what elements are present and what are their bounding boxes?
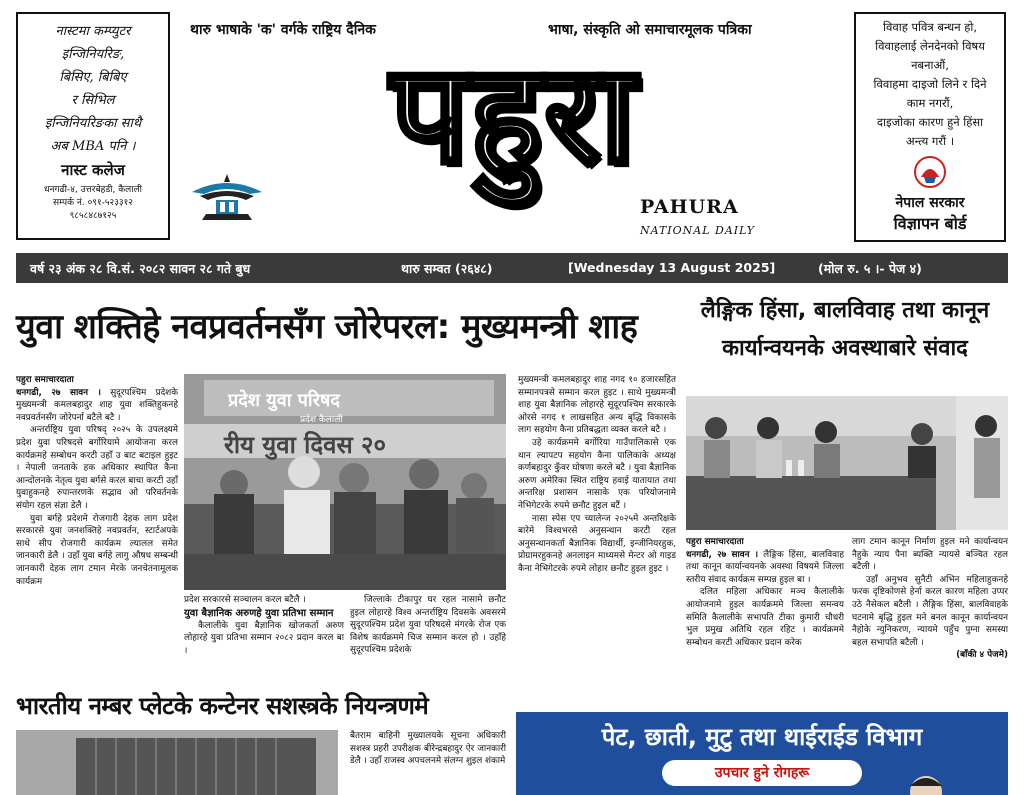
issue-date-bar [16, 253, 1008, 283]
logo-text: पहुरा [390, 36, 638, 194]
college-name: नास्ट कलेज [61, 161, 125, 179]
paragraph: जिल्लाके टीकापुर घर रहल नासामे छनौट हुइल लोहारहे विश्व अन्तर्राष्ट्रिय दिवसके अवसरमे सुदूरपश्चिम प्रदेश युवा परिषदसे मंगरके रोज एक विशेष कार्यक्रममे चिज सम्मान करल हो । उहाँहे सुदूरपश्चिम प्रदेशके [350, 595, 506, 656]
paragraph: नासा स्पेस एप च्यालेन्ज २०२५मे अन्तरिक्षके बारेमे विश्वभरसे अनुसन्धान करटी रहल अनुसन्धानकर्ता बैज्ञानिक विद्यार्थी, इन्जीनियरहुक, प्रोग्रामरहुकनहे अनलाइन माध्यमसे मेन्टर ओ गाइड कैना नेभिगेटरके रुपमे लोहार छनौट हुइल हुइट । [518, 513, 676, 574]
paragraph: लैङ्गिक हिंसा, बालविवाह तथा कानून कार्यान्वयनके अवस्था विषयमे जिल्ला स्तरीय संवाद कार्यक्रम सम्पन्न हुइल बा । [686, 549, 844, 585]
main-headline: युवा शक्तिहे नवप्रवर्तनसँग जोरेपरल: मुख्यमन्त्री शाह [16, 307, 638, 347]
byline: पहुरा समाचारदाता [686, 537, 744, 547]
government-label: नेपाल सरकार [895, 195, 965, 211]
photo-banner-sub: प्रदेश कैलाली [300, 415, 343, 425]
paragraph: लाग टमान कानून निर्माण हुइल मने कार्यान्वयन नैहुके न्याय पैना ब्यक्ति न्यायसे बञ्चित रहल बटैली । [852, 537, 1008, 573]
issue-info: वर्ष २३ अंक २८ वि.सं. २०८२ सावन २८ गते बुध [30, 261, 251, 276]
left-advertisement [16, 12, 170, 240]
price-page: (मोल रु. ५ ।- पेज ४) [818, 261, 922, 276]
side-article-column-1 [686, 536, 844, 708]
paragraph: कैलालीके युवा बैज्ञानिक खोजकर्ता अरुण लोहारहे युवा प्रतिभा सम्मान २०८२ प्रदान करल बा । [184, 620, 344, 656]
ad-banner-title: पेट, छाती, मुटु तथा थाईराईड विभाग [601, 723, 923, 751]
college-address: धनगढी-४, उत्तरबेहडी, कैलाली [43, 185, 143, 195]
second-article-column [350, 730, 506, 795]
ad-line: नास्टमा कम्प्युटर [55, 24, 131, 39]
ad-line: विवाहमा दाइजो लिने र दिने [873, 77, 987, 91]
college-contact: सम्पर्क नं. ०९१-५२३३१२ [53, 198, 133, 208]
hospital-department-ad [516, 712, 1008, 795]
ad-line: इन्जिनियरिङका साथै [44, 116, 142, 131]
paragraph: मुख्यमन्त्री कमलबहादुर शाह नगद १० हजारसहित सम्मानपत्रसे सम्मान करल हुइट । साथे मुख्यमन्त्री शाह युवा बैज्ञानिक लोहारहे सुदूरपश्चिम सरकारके ओरसे नगद १ लाखसहित अन्य बृद्धि विकासके लाग सहयोग कैना प्रतिबद्धता व्यक्त करले बटै । [518, 375, 676, 436]
tharu-samvat: थारु सम्वत (२६४८) [401, 261, 493, 276]
main-article-column-4 [518, 374, 676, 710]
dateline: धनगढी, २७ सावन । [686, 549, 759, 560]
ad-line: काम नगरौं, [906, 96, 954, 110]
ad-line: इन्जिनियरिङ, [61, 47, 125, 62]
subheadline: युवा बैज्ञानिक अरुणहे युवा प्रतिभा सम्मान [184, 607, 334, 619]
photo-illustration [686, 396, 1008, 530]
masthead-tagline-left: थारु भाषाके 'क' वर्गके राष्ट्रिय दैनिक [190, 22, 376, 38]
main-article-column-1 [16, 374, 178, 680]
dialogue-program-photo [686, 396, 1008, 530]
paragraph: उहे कार्यक्रममे बर्गोरिया गाउँपालिकासे एक थान ल्यापटप सहयोग कैना पालिकाके अध्यक्ष कर्णबहादुर कुँवर घोषणा करले बटै । युवा बैज्ञानिक अरुण अमेरिका स्थित राष्ट्रिय हवाई यातायात तथा अन्तरिक्ष प्रशासन नासाके एक परियोजनामे नेभिगेटरके रुपमे छनौट हुइल बटैं । [518, 437, 676, 511]
main-article-column-2 [184, 594, 344, 680]
masthead-subtitle: NATIONAL DAILY [640, 224, 756, 237]
paragraph: अन्तर्राष्ट्रिय युवा परिषद् २०२५ के उपलक्ष्यमे प्रदेश युवा परिषदसे बर्गोरियामे आयोजना करल कार्यक्रमहे सम्बोधन करटी उहाँ उ बाट बटाइल हुइट । नेपाली जनताके हक अधिकार स्थापित कैना आन्दोलनके नेतृत्व युवा बर्गसे करल बाचा करटी उहाँ युवाहुकनहे रुपान्तरणके सद्भाव ओ परिवर्तनके संयोग रहल संज्ञा डेलै । [16, 425, 178, 511]
ad-line: अब MBA पनि । [50, 139, 136, 154]
paragraph: युवा बर्गहे प्रदेशमे रोजगारी देहक लाग प्रदेश सरकारसे युवा जनशक्तिहे नवप्रवर्तन, स्टार्टअपके साथे सीप रोजगारी कार्यक्रम ल्यालल समेत जानकारी डेलै । उहाँ युवा बर्गहे लागु औषध सम्बन्धी जानकारी देहक लाग टमान मेरके जनचेतनामूलक कार्यक्रम [16, 513, 178, 587]
second-headline: भारतीय नम्बर प्लेटके कन्टेनर सशस्त्रके नियन्त्रणमे [16, 692, 429, 720]
main-article-column-3 [350, 594, 506, 680]
board-label: विज्ञापन बोर्ड [893, 214, 967, 233]
paragraph: प्रदेश सरकारसे सञ्चालन करल बटैलै । [184, 595, 306, 605]
doctor-avatar-icon [896, 770, 956, 795]
side-article-headline [680, 292, 1010, 368]
paragraph: उहाँ अनुभव सुनैटी अभिन महिलाहुकनहे फरक दृष्टिकोणसे हेर्ना करल कारण महिला उप्पर उठे नैसेकल बटैली । लैङ्गिक हिंसा, बालविवाहके घटनामे बृद्धि हुइल मने बनल कानून कार्यान्वयन नैहोके न्युनिकरण, न्यायमे पहुँच पुग्ना समस्या बहल सभापति बटैली । [852, 574, 1008, 648]
side-headline-line-1: लैङ्गिक हिंसा, बालविवाह तथा कानून [700, 298, 990, 323]
youth-day-event-photo [184, 374, 506, 590]
college-contact: ९८५८४८७१२५ [69, 211, 117, 221]
side-article-column-2 [852, 536, 1008, 708]
masthead-tagline-right: भाषा, संस्कृति ओ समाचारमूलक पत्रिका [548, 22, 752, 38]
temple-emblem-icon [190, 172, 264, 224]
ad-line: र सिभिल [71, 93, 115, 108]
newspaper-logo [196, 36, 832, 194]
paragraph: बैतराम बाहिनी मुख्यालयके सूचना अधिकारी सशस्त्र प्रहरी उपरीक्षक बीरेन्द्रबहादुर ऐर जानकारी डेलै । उहाँ राजस्व अपचलनमे संलग्न शुइल शंकामे [350, 731, 506, 767]
dateline: धनगढी, २७ सावन । [16, 387, 101, 398]
photo-illustration [16, 730, 338, 795]
english-date: [Wednesday 13 August 2025] [568, 260, 776, 275]
ad-line: बिसिए, बिबिए [59, 70, 127, 85]
photo-banner-day: रीय युवा दिवस २० [224, 431, 386, 459]
paragraph: सुदूरपश्चिम प्रदेशके मुख्यमन्त्री कमलबहादुर शाह युवा शक्तिहुकनहे नवप्रवर्तनसँग जोरेपर्ना बटैले बटै । [16, 387, 178, 423]
ad-line: विवाहलाई लेनदेनको विषय [875, 39, 985, 53]
ad-banner-subtitle: उपचार हुने रोगहरू [662, 760, 862, 786]
side-headline-line-2: कार्यान्वयनके अवस्थाबारे संवाद [722, 336, 968, 361]
ad-line: दाइजोका कारण हुने हिंसा [876, 115, 984, 129]
ad-line: विवाह पवित्र बन्धन हो, [882, 20, 978, 34]
right-advertisement [854, 12, 1006, 242]
masthead-name-english: PAHURA [640, 196, 739, 218]
paragraph: दलित महिला अधिकार मञ्च कैलालीके आयोजनामे हुइल कार्यक्रममे जिल्ला समन्वय समिति कैलालीके सभापति टीका कुमारी चौधरी भुल प्रमुख अतिथि रहल रहिट । कार्यक्रममे सम्बोधन करटी अधिकार प्रदान करेक [686, 587, 844, 648]
byline: पहुरा समाचारदाता [16, 375, 74, 385]
continued-note: (बाँकी ४ पेजमे) [956, 650, 1008, 661]
photo-banner-title: प्रदेश युवा परिषद [228, 390, 340, 411]
nepal-emblem-icon [912, 155, 948, 189]
container-truck-photo [16, 730, 338, 795]
ad-line: अन्त्य गरौं । [905, 134, 955, 148]
ad-line: नबनाऔं, [911, 58, 949, 72]
